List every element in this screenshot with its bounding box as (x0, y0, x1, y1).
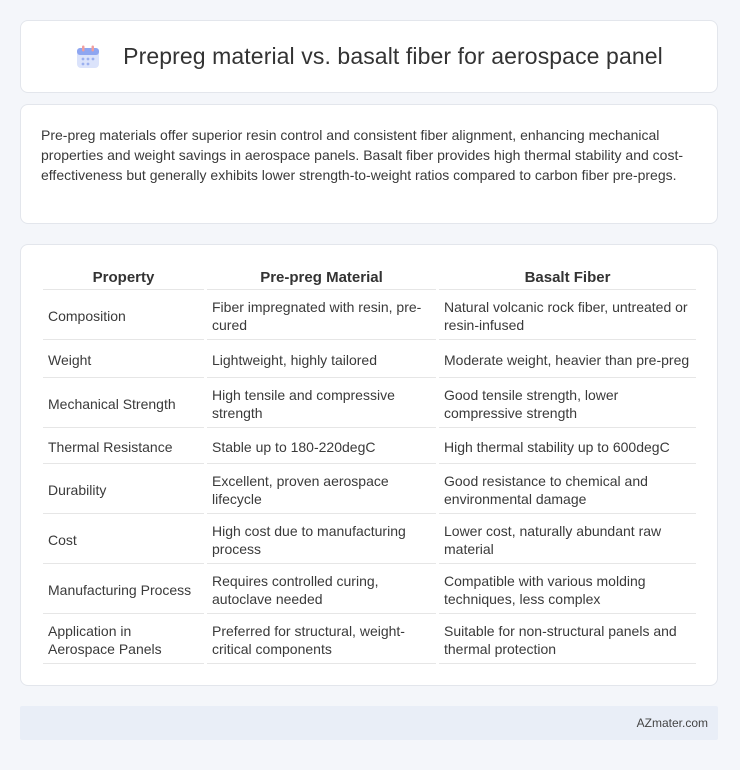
basalt-cell: Moderate weight, heavier than pre-preg (439, 342, 696, 378)
basalt-cell: High thermal stability up to 600degC (439, 430, 696, 464)
property-cell: Weight (43, 342, 204, 378)
table-row (43, 566, 696, 614)
prepreg-cell: High tensile and compressive strength (207, 380, 436, 428)
table-row (43, 380, 696, 428)
table-row (43, 342, 696, 378)
comparison-table (40, 265, 699, 666)
property-cell: Manufacturing Process (43, 566, 204, 614)
table-row (43, 430, 696, 464)
comparison-table-card (20, 244, 718, 686)
title-card (20, 20, 718, 93)
footer-brand[interactable]: AZmater.com (636, 716, 708, 730)
prepreg-cell: Excellent, proven aerospace lifecycle (207, 466, 436, 514)
prepreg-cell: Fiber impregnated with resin, pre-cured (207, 292, 436, 340)
column-header-basalt: Basalt Fiber (439, 267, 696, 290)
table-row (43, 466, 696, 514)
table-row (43, 292, 696, 340)
property-cell: Mechanical Strength (43, 380, 204, 428)
prepreg-cell: Stable up to 180-220degC (207, 430, 436, 464)
prepreg-cell: High cost due to manufacturing process (207, 516, 436, 564)
table-row (43, 616, 696, 664)
property-cell: Application in Aerospace Panels (43, 616, 204, 664)
column-header-prepreg: Pre-preg Material (207, 267, 436, 290)
table-header-row (43, 267, 696, 290)
summary-text: Pre-preg materials offer superior resin control and consistent fiber alignment, enhancing mechanical properties and weight savings in aerospace panels. Basalt fiber provides high thermal stability and cost-effectiveness but generally exhibits lower strength-to-weight ratios compared to carbon fiber pre-pregs. (41, 127, 684, 183)
property-cell: Durability (43, 466, 204, 514)
column-header-property: Property (43, 267, 204, 290)
prepreg-cell: Requires controlled curing, autoclave needed (207, 566, 436, 614)
property-cell: Thermal Resistance (43, 430, 204, 464)
calendar-icon (75, 44, 101, 70)
basalt-cell: Natural volcanic rock fiber, untreated or resin-infused (439, 292, 696, 340)
basalt-cell: Compatible with various molding techniques, less complex (439, 566, 696, 614)
basalt-cell: Lower cost, naturally abundant raw material (439, 516, 696, 564)
summary-card (20, 104, 718, 224)
property-cell: Composition (43, 292, 204, 340)
footer (20, 706, 718, 740)
basalt-cell: Suitable for non-structural panels and thermal protection (439, 616, 696, 664)
page-title: Prepreg material vs. basalt fiber for aerospace panel (123, 43, 663, 69)
table-row (43, 516, 696, 564)
prepreg-cell: Preferred for structural, weight-critical components (207, 616, 436, 664)
basalt-cell: Good tensile strength, lower compressive strength (439, 380, 696, 428)
basalt-cell: Good resistance to chemical and environmental damage (439, 466, 696, 514)
property-cell: Cost (43, 516, 204, 564)
prepreg-cell: Lightweight, highly tailored (207, 342, 436, 378)
